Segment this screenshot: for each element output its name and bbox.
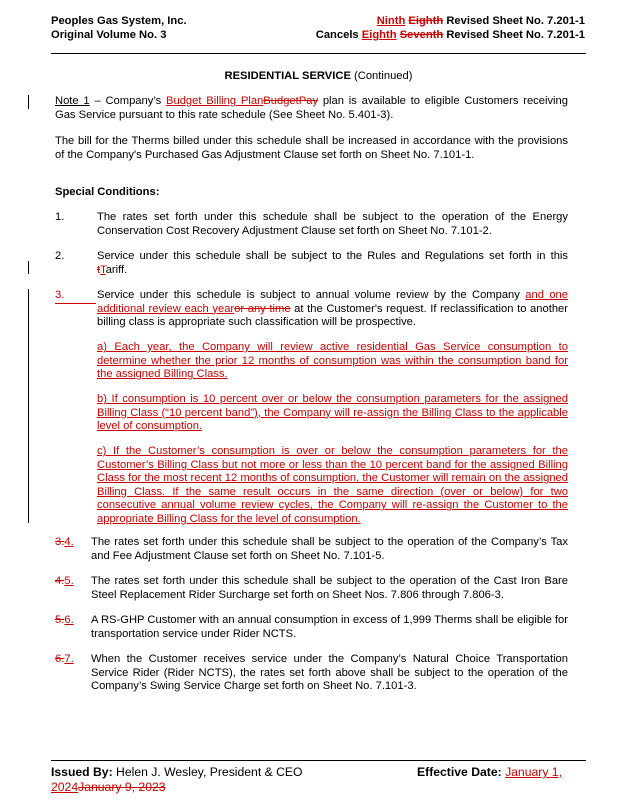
item-2-post: ariff.	[105, 263, 128, 276]
change-bar	[28, 289, 29, 523]
effective-date	[417, 765, 562, 779]
note-post: plan is available to eligible Customers receiving Gas Service pursuant to this rate schedule (See Sheet No. 5.401-3).	[55, 95, 568, 121]
item-7-number: 6.7.	[55, 653, 74, 665]
item-3-text	[97, 289, 568, 330]
item-4-number: 3.4.	[55, 536, 74, 548]
item-3-deleted: or any time	[234, 302, 291, 315]
sheet-rest: Revised Sheet No. 7.201-1	[443, 15, 585, 27]
note-pre: – Company’s	[89, 95, 167, 107]
footer-rule	[51, 760, 586, 761]
item-3-post: at the Customer's request. If reclassification to another billing class is appropriate such classification will be prospective.	[97, 302, 568, 329]
item-3-sub-b: b) If consumption is 10 percent over or below the consumption parameters for the assigned Billing Class (“10 percent band”), the Company will re-assign the Billing Class to the applicable level of consumption.	[97, 393, 568, 433]
cancels-rest: Revised Sheet No. 7.201-1	[443, 29, 585, 41]
effective-label: Effective Date:	[417, 765, 502, 779]
pga-paragraph: The bill for the Therms billed under this schedule shall be increased in accordance with the provisions of the Company's Purchased Gas Adjustment Clause set forth on Sheet No. 7.101-1.	[55, 135, 568, 161]
sheet-number	[377, 15, 585, 27]
change-bar	[28, 95, 29, 109]
item-2-number: 2.	[55, 250, 65, 262]
note-label: Note 1	[55, 95, 90, 107]
item-5-number: 4.5.	[55, 575, 74, 587]
note-inserted: Budget Billing Plan	[166, 95, 264, 107]
item-3-sub-a: a) Each year, the Company will review active residential Gas Service consumption to determine whether the prior 12 months of consumption was within the consumption band for the assigned Billing Class.	[97, 341, 568, 381]
cancels-sheet	[316, 29, 585, 41]
item-3-number: 3.	[55, 289, 96, 304]
item-3-sub-c: c) If the Customer’s consumption is over or below the consumption parameters for the Customer’s Billing Class but not more or less than the 10 percent band for the assigned Billing Class for the most recent 12 months of consumption, the Customer will remain on the assigned Billing Class. If the same result occurs in the same direction (over or below) for two consecutive annual volume review cycles, the Company will re-assign the Customer to the appropriate Billing Class for the level of consumption.	[97, 445, 568, 525]
item-6-text: A RS-GHP Customer with an annual consumption in excess of 1,999 Therms shall be eligible for transportation service under Rider NCTS.	[91, 614, 568, 640]
item-3-inserted: and one additional review each year	[97, 289, 568, 315]
issued-label: Issued By:	[51, 765, 113, 779]
sheet-deleted: Eighth	[408, 15, 444, 27]
special-conditions-heading: Special Conditions:	[55, 186, 160, 198]
header-rule	[51, 53, 586, 54]
page-title	[51, 70, 586, 82]
cancels-pre: Cancels	[315, 29, 362, 41]
item-4-text: The rates set forth under this schedule shall be subject to the operation of the Company’s Tax and Fee Adjustment Clause set forth on Sheet No. 7.101-5.	[91, 536, 568, 562]
change-bar	[28, 261, 29, 274]
title-main: RESIDENTIAL SERVICE	[224, 70, 351, 82]
company-name: Peoples Gas System, Inc.	[51, 15, 187, 27]
item-2-pre: Service under this schedule shall be subject to the Rules and Regulations set forth in this	[97, 250, 568, 262]
issued-by	[51, 765, 303, 779]
cancels-deleted: Seventh	[399, 29, 444, 41]
item-3-pre: Service under this schedule is subject to annual volume review by the Company	[97, 289, 526, 301]
cancels-inserted: Eighth	[361, 29, 397, 41]
note-deleted: BudgetPay	[263, 95, 319, 107]
item-1-number: 1.	[55, 211, 65, 223]
sheet-inserted: Ninth	[376, 15, 406, 27]
note-1	[55, 95, 568, 122]
item-2-inserted: T	[100, 263, 106, 276]
item-7-text: When the Customer receives service under the Company’s Natural Choice Transportation Service Rider (Rider NCTS), the rates set forth above shall be subject to the operation of the Company’s Swing Service Charge set forth on Sheet No. 7.101-3.	[91, 653, 568, 693]
volume-label: Original Volume No. 3	[51, 29, 167, 41]
effective-date-cont	[51, 780, 166, 794]
effective-inserted-a: January 1,	[505, 765, 562, 779]
item-1-text: The rates set forth under this schedule shall be subject to the operation of the Energy Conservation Cost Recovery Adjustment Clause set forth on Sheet No. 7.101-2.	[97, 211, 568, 237]
item-2-text	[97, 250, 568, 277]
effective-inserted-b: 2024	[51, 780, 79, 794]
item-6-number: 5.6.	[55, 614, 74, 626]
issued-value: Helen J. Wesley, President & CEO	[112, 765, 303, 779]
title-sub: (Continued)	[350, 70, 413, 82]
item-5-text: The rates set forth under this schedule shall be subject to the operation of the Cast Iron Bare Steel Replacement Rider Surcharge set forth on Sheet Nos. 7.806 through 7.806-3.	[91, 575, 568, 601]
item-2-deleted: t	[97, 263, 101, 276]
effective-deleted: January 9, 2023	[78, 780, 166, 794]
